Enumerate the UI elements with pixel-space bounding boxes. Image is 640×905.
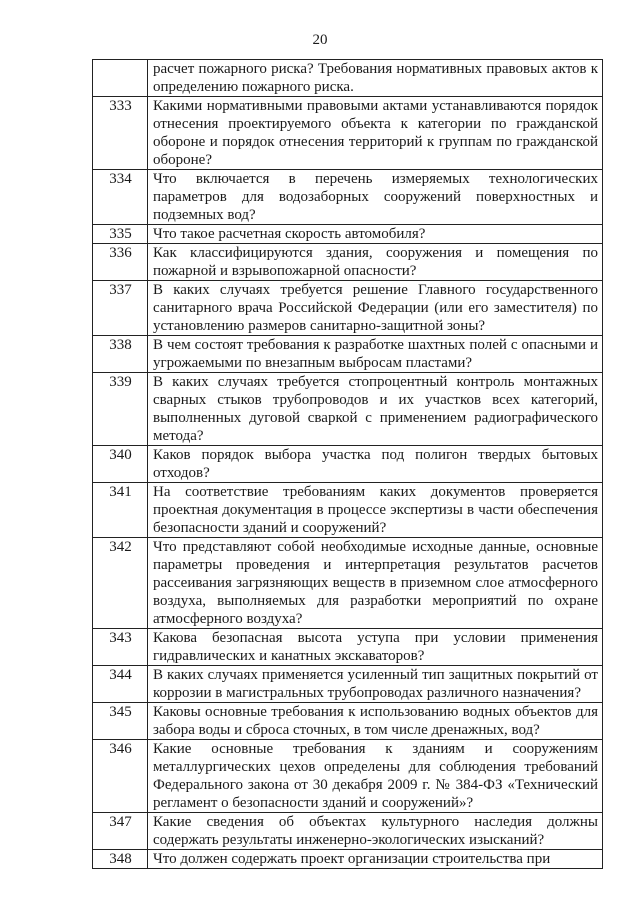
question-cell	[148, 336, 603, 373]
question-text: Какова безопасная высота уступа при условии применения гидравлических и канатных экскаваторов?	[153, 630, 598, 664]
question-text: На соответствие требованиям каких документов проверяется проектная документация в процессе экспертизы в части обеспечения безопасности зданий и сооружений?	[153, 484, 598, 536]
question-number: 336	[93, 244, 148, 281]
table-row	[93, 703, 603, 740]
question-cell	[148, 629, 603, 666]
question-number: 347	[93, 813, 148, 850]
question-text: Каковы основные требования к использованию водных объектов для забора воды и сброса сточных, в том числе дренажных, вод?	[153, 704, 598, 738]
table-row	[93, 225, 603, 244]
question-number: 342	[93, 538, 148, 629]
question-text: Какие сведения об объектах культурного наследия должны содержать результаты инженерно-экологических изысканий?	[153, 814, 598, 848]
question-text: Что включается в перечень измеряемых технологических параметров для водозаборных сооружений поверхностных и подземных вод?	[153, 171, 598, 223]
question-number: 348	[93, 850, 148, 869]
table-row	[93, 850, 603, 869]
question-number: 343	[93, 629, 148, 666]
question-number: 340	[93, 446, 148, 483]
question-text: Какими нормативными правовыми актами устанавливаются порядок отнесения проектируемого объекта к категории по гражданской обороне и порядок отнесения территорий к группам по гражданской обороне?	[153, 98, 598, 168]
question-number: 346	[93, 740, 148, 813]
table-row	[93, 336, 603, 373]
table-row	[93, 740, 603, 813]
question-cell	[148, 666, 603, 703]
question-text: В чем состоят требования к разработке шахтных полей с опасными и угрожаемыми по внезапным выбросам пластами?	[153, 337, 598, 371]
question-cell	[148, 60, 603, 97]
question-number: 338	[93, 336, 148, 373]
question-text: В каких случаях требуется решение Главного государственного санитарного врача Российской Федерации (или его заместителя) по установлению размеров санитарно-защитной зоны?	[153, 282, 598, 334]
table-row	[93, 97, 603, 170]
table-row	[93, 281, 603, 336]
table-row	[93, 813, 603, 850]
questions-table-body	[93, 60, 603, 869]
question-text: Что такое расчетная скорость автомобиля?	[153, 226, 426, 242]
question-cell	[148, 483, 603, 538]
table-row	[93, 373, 603, 446]
table-row	[93, 170, 603, 225]
question-text: Как классифицируются здания, сооружения и помещения по пожарной и взрывопожарной опасности?	[153, 245, 598, 279]
question-cell	[148, 373, 603, 446]
page-number: 20	[312, 32, 328, 48]
question-cell	[148, 850, 603, 869]
question-number: 335	[93, 225, 148, 244]
question-number: 337	[93, 281, 148, 336]
question-cell	[148, 813, 603, 850]
question-cell	[148, 170, 603, 225]
question-number: 344	[93, 666, 148, 703]
table-row	[93, 60, 603, 97]
question-number: 334	[93, 170, 148, 225]
question-text: расчет пожарного риска? Требования нормативных правовых актов к определению пожарного риска.	[153, 61, 598, 95]
question-cell	[148, 740, 603, 813]
question-text: Что представляют собой необходимые исходные данные, основные параметры проведения и интерпретация результатов расчетов рассеивания загрязняющих веществ в приземном слое атмосферного воздуха, выполняемых для разработки мероприятий по охране атмосферного воздуха?	[153, 539, 598, 627]
question-cell	[148, 225, 603, 244]
question-cell	[148, 446, 603, 483]
question-number: 345	[93, 703, 148, 740]
question-text: Какие основные требования к зданиям и сооружениям металлургических цехов определены для соблюдения требований Федерального закона от 30 декабря 2009 г. № 384-ФЗ «Технический регламент о безопасности зданий и сооружений»?	[153, 741, 598, 811]
table-row	[93, 446, 603, 483]
question-number: 341	[93, 483, 148, 538]
question-number	[93, 60, 148, 97]
question-cell	[148, 97, 603, 170]
question-text: Что должен содержать проект организации строительства при	[153, 851, 551, 867]
question-cell	[148, 703, 603, 740]
question-number: 339	[93, 373, 148, 446]
table-row	[93, 244, 603, 281]
table-row	[93, 629, 603, 666]
question-cell	[148, 244, 603, 281]
question-text: В каких случаях применяется усиленный тип защитных покрытий от коррозии в магистральных трубопроводах различного назначения?	[153, 667, 598, 701]
question-cell	[148, 538, 603, 629]
table-row	[93, 483, 603, 538]
table-row	[93, 538, 603, 629]
questions-table	[92, 59, 603, 869]
table-row	[93, 666, 603, 703]
question-number: 333	[93, 97, 148, 170]
question-text: Каков порядок выбора участка под полигон твердых бытовых отходов?	[153, 447, 598, 481]
question-cell	[148, 281, 603, 336]
question-text: В каких случаях требуется стопроцентный контроль монтажных сварных стыков трубопроводов и их участков всех категорий, выполненных дуговой сваркой с применением радиографического метода?	[153, 374, 598, 444]
